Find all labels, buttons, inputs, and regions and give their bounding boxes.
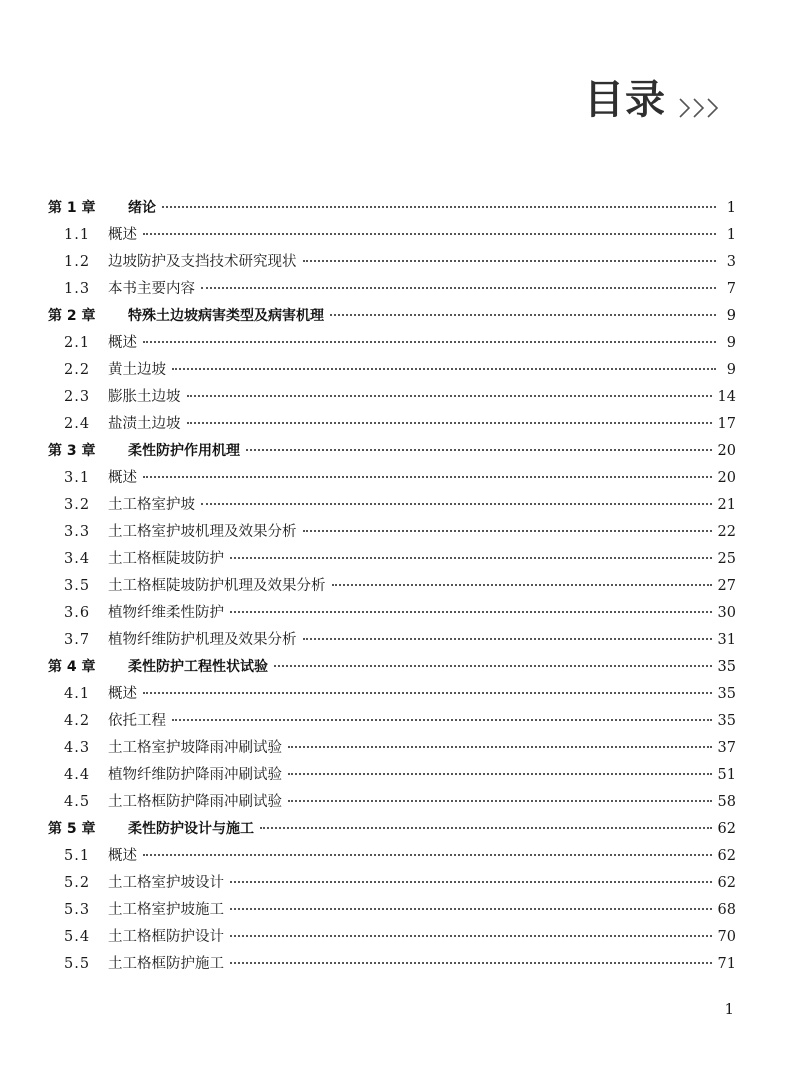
toc-entry-number: 第 5 章 xyxy=(48,821,96,837)
toc-section-entry[interactable] xyxy=(48,249,736,276)
toc-entry-number: 3.1 xyxy=(64,470,91,486)
toc-entry-number: 1.2 xyxy=(64,254,91,270)
toc-entry-page: 70 xyxy=(717,929,736,945)
toc-entry-number: 第 4 章 xyxy=(48,659,96,675)
toc-entry-page: 9 xyxy=(726,335,736,351)
toc-section-entry[interactable] xyxy=(48,789,736,816)
toc-section-entry[interactable] xyxy=(48,546,736,573)
toc-entry-page: 35 xyxy=(717,686,736,702)
toc-entry-page: 9 xyxy=(726,308,736,324)
toc-section-entry[interactable] xyxy=(48,465,736,492)
toc-entry-number: 第 3 章 xyxy=(48,443,96,459)
toc-entry-page: 21 xyxy=(717,497,736,513)
toc-entry-page: 9 xyxy=(726,362,736,378)
dot-leader xyxy=(230,881,712,883)
toc-entry-title: 黄土边坡 xyxy=(108,362,166,378)
toc-section-entry[interactable] xyxy=(48,924,736,951)
dot-leader xyxy=(187,422,712,424)
dot-leader xyxy=(288,800,712,802)
dot-leader xyxy=(230,908,712,910)
toc-entry-number: 5.2 xyxy=(64,875,91,891)
dot-leader xyxy=(330,314,716,316)
toc-entry-title: 土工格框防护降雨冲刷试验 xyxy=(108,794,282,810)
toc-entry-number: 1.1 xyxy=(64,227,91,243)
toc-entry-title: 柔性防护工程性状试验 xyxy=(128,659,268,675)
toc-section-entry[interactable] xyxy=(48,735,736,762)
page-number: 1 xyxy=(724,1000,734,1018)
dot-leader xyxy=(288,746,712,748)
toc-entry-page: 14 xyxy=(717,389,736,405)
toc-entry-page: 25 xyxy=(717,551,736,567)
toc-section-entry[interactable] xyxy=(48,708,736,735)
toc-entry-title: 土工格框陡坡防护机理及效果分析 xyxy=(108,578,326,594)
toc-entry-number: 2.2 xyxy=(64,362,91,378)
dot-leader xyxy=(172,368,716,370)
dot-leader xyxy=(246,449,712,451)
toc-entry-page: 62 xyxy=(717,848,736,864)
toc-entry-title: 边坡防护及支挡技术研究现状 xyxy=(108,254,297,270)
toc-entry-title: 土工格室护坡设计 xyxy=(108,875,224,891)
toc-entry-title: 土工格框防护施工 xyxy=(108,956,224,972)
toc-entry-title: 柔性防护作用机理 xyxy=(128,443,240,459)
dot-leader xyxy=(303,638,712,640)
toc-entry-title: 概述 xyxy=(108,227,137,243)
toc-entry-number: 3.7 xyxy=(64,632,91,648)
toc-entry-title: 概述 xyxy=(108,686,137,702)
toc-entry-page: 31 xyxy=(717,632,736,648)
toc-entry-number: 5.1 xyxy=(64,848,91,864)
toc-chapter-entry[interactable] xyxy=(48,303,736,330)
toc-entry-title: 植物纤维防护降雨冲刷试验 xyxy=(108,767,282,783)
dot-leader xyxy=(143,341,716,343)
toc-entry-number: 第 1 章 xyxy=(48,200,96,216)
toc-entry-number: 第 2 章 xyxy=(48,308,96,324)
toc-entry-title: 盐渍土边坡 xyxy=(108,416,181,432)
dot-leader xyxy=(143,854,712,856)
toc-entry-number: 4.3 xyxy=(64,740,91,756)
toc-entry-page: 17 xyxy=(717,416,736,432)
dot-leader xyxy=(201,503,712,505)
triple-chevron-right-icon xyxy=(678,96,724,120)
toc-entry-page: 35 xyxy=(717,659,736,675)
toc-entry-title: 概述 xyxy=(108,848,137,864)
dot-leader xyxy=(187,395,712,397)
page-title: 目录 xyxy=(584,77,666,123)
toc-entry-title: 特殊土边坡病害类型及病害机理 xyxy=(128,308,324,324)
toc-entry-number: 4.5 xyxy=(64,794,91,810)
dot-leader xyxy=(274,665,712,667)
toc-entry-title: 植物纤维柔性防护 xyxy=(108,605,224,621)
toc-entry-number: 1.3 xyxy=(64,281,91,297)
toc-section-entry[interactable] xyxy=(48,600,736,627)
toc-section-entry[interactable] xyxy=(48,762,736,789)
toc-chapter-entry[interactable] xyxy=(48,438,736,465)
toc-entry-page: 62 xyxy=(717,875,736,891)
toc-entry-number: 2.3 xyxy=(64,389,91,405)
dot-leader xyxy=(288,773,712,775)
toc-section-entry[interactable] xyxy=(48,492,736,519)
toc-entry-number: 3.2 xyxy=(64,497,91,513)
toc-entry-title: 绪论 xyxy=(128,200,156,216)
toc-entry-title: 土工格室护坡施工 xyxy=(108,902,224,918)
dot-leader xyxy=(143,476,712,478)
toc-entry-title: 依托工程 xyxy=(108,713,166,729)
toc-entry-title: 柔性防护设计与施工 xyxy=(128,821,254,837)
toc-section-entry[interactable] xyxy=(48,951,736,978)
toc-entry-number: 3.5 xyxy=(64,578,91,594)
toc-entry-number: 2.1 xyxy=(64,335,91,351)
toc-section-entry[interactable] xyxy=(48,627,736,654)
toc-chapter-entry[interactable] xyxy=(48,195,736,222)
dot-leader xyxy=(260,827,712,829)
toc-chapter-entry[interactable] xyxy=(48,816,736,843)
toc-entry-page: 7 xyxy=(726,281,736,297)
toc-entry-number: 5.3 xyxy=(64,902,91,918)
toc-section-entry[interactable] xyxy=(48,681,736,708)
toc-entry-page: 30 xyxy=(717,605,736,621)
toc-section-entry[interactable] xyxy=(48,843,736,870)
table-of-contents xyxy=(48,195,736,978)
toc-section-entry[interactable] xyxy=(48,519,736,546)
toc-entry-number: 3.6 xyxy=(64,605,91,621)
toc-entry-number: 4.2 xyxy=(64,713,91,729)
toc-entry-page: 58 xyxy=(717,794,736,810)
toc-section-entry[interactable] xyxy=(48,276,736,303)
dot-leader xyxy=(201,287,716,289)
toc-entry-title: 概述 xyxy=(108,335,137,351)
dot-leader xyxy=(230,611,712,613)
toc-entry-page: 22 xyxy=(717,524,736,540)
dot-leader xyxy=(143,692,712,694)
dot-leader xyxy=(332,584,712,586)
toc-section-entry[interactable] xyxy=(48,573,736,600)
toc-entry-number: 5.4 xyxy=(64,929,91,945)
dot-leader xyxy=(230,557,712,559)
toc-entry-number: 5.5 xyxy=(64,956,91,972)
dot-leader xyxy=(230,935,712,937)
toc-entry-page: 51 xyxy=(717,767,736,783)
toc-entry-title: 本书主要内容 xyxy=(108,281,195,297)
dot-leader xyxy=(172,719,712,721)
toc-entry-title: 土工格室护坡 xyxy=(108,497,195,513)
toc-section-entry[interactable] xyxy=(48,411,736,438)
toc-section-entry[interactable] xyxy=(48,870,736,897)
toc-header xyxy=(560,72,760,132)
toc-entry-page: 20 xyxy=(717,443,736,459)
toc-entry-title: 土工格室护坡机理及效果分析 xyxy=(108,524,297,540)
toc-chapter-entry[interactable] xyxy=(48,654,736,681)
toc-section-entry[interactable] xyxy=(48,357,736,384)
toc-entry-number: 4.4 xyxy=(64,767,91,783)
toc-entry-title: 概述 xyxy=(108,470,137,486)
toc-entry-page: 20 xyxy=(717,470,736,486)
toc-entry-number: 3.4 xyxy=(64,551,91,567)
dot-leader xyxy=(143,233,716,235)
toc-entry-page: 62 xyxy=(717,821,736,837)
toc-entry-page: 1 xyxy=(726,227,736,243)
toc-entry-page: 37 xyxy=(717,740,736,756)
toc-entry-number: 3.3 xyxy=(64,524,91,540)
toc-entry-page: 27 xyxy=(717,578,736,594)
toc-entry-title: 土工格室护坡降雨冲刷试验 xyxy=(108,740,282,756)
dot-leader xyxy=(303,260,717,262)
toc-entry-page: 1 xyxy=(726,200,736,216)
dot-leader xyxy=(230,962,712,964)
toc-entry-page: 68 xyxy=(717,902,736,918)
dot-leader xyxy=(162,206,716,208)
toc-section-entry[interactable] xyxy=(48,330,736,357)
toc-entry-page: 71 xyxy=(717,956,736,972)
dot-leader xyxy=(303,530,712,532)
toc-section-entry[interactable] xyxy=(48,897,736,924)
toc-section-entry[interactable] xyxy=(48,222,736,249)
toc-entry-title: 土工格框防护设计 xyxy=(108,929,224,945)
toc-entry-number: 2.4 xyxy=(64,416,91,432)
toc-entry-number: 4.1 xyxy=(64,686,91,702)
toc-entry-title: 膨胀土边坡 xyxy=(108,389,181,405)
toc-section-entry[interactable] xyxy=(48,384,736,411)
toc-entry-title: 植物纤维防护机理及效果分析 xyxy=(108,632,297,648)
toc-entry-page: 35 xyxy=(717,713,736,729)
toc-entry-page: 3 xyxy=(726,254,736,270)
toc-entry-title: 土工格框陡坡防护 xyxy=(108,551,224,567)
